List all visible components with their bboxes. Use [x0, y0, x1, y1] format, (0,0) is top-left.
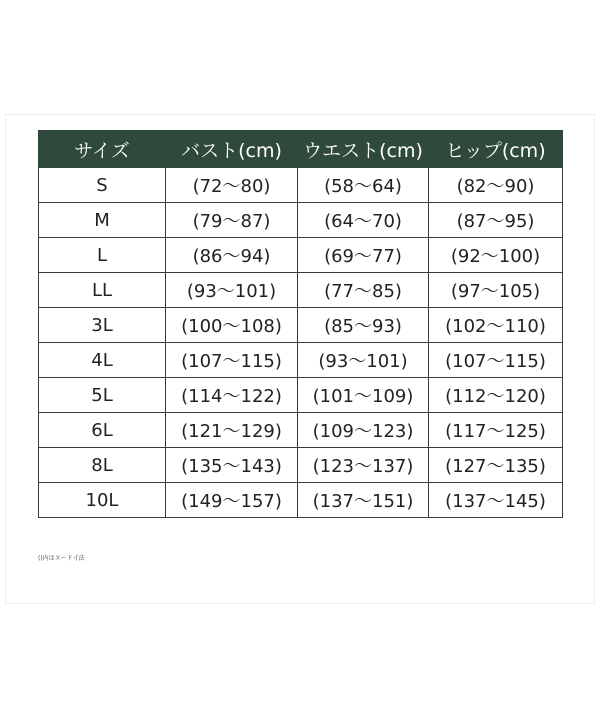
cell-size: 6L — [39, 413, 166, 448]
cell-bust: (135～143) — [166, 448, 298, 483]
cell-waist: (58～64) — [298, 168, 429, 203]
cell-hip: (87～95) — [429, 203, 563, 238]
cell-waist: (69～77) — [298, 238, 429, 273]
cell-bust: (72～80) — [166, 168, 298, 203]
cell-bust: (79～87) — [166, 203, 298, 238]
table-row — [39, 203, 563, 238]
cell-waist: (64～70) — [298, 203, 429, 238]
cell-waist: (85～93) — [298, 308, 429, 343]
cell-bust: (100～108) — [166, 308, 298, 343]
header-size: サイズ — [39, 131, 166, 168]
cell-bust: (107～115) — [166, 343, 298, 378]
cell-bust: (93～101) — [166, 273, 298, 308]
cell-hip: (137～145) — [429, 483, 563, 518]
table-row — [39, 343, 563, 378]
cell-hip: (127～135) — [429, 448, 563, 483]
cell-hip: (92～100) — [429, 238, 563, 273]
cell-size: 3L — [39, 308, 166, 343]
cell-waist: (137～151) — [298, 483, 429, 518]
cell-size: 4L — [39, 343, 166, 378]
table-header-row — [39, 131, 563, 168]
header-bust: バスト(cm) — [166, 131, 298, 168]
header-hip: ヒップ(cm) — [429, 131, 563, 168]
cell-waist: (93～101) — [298, 343, 429, 378]
cell-waist: (101～109) — [298, 378, 429, 413]
cell-size: M — [39, 203, 166, 238]
cell-bust: (121～129) — [166, 413, 298, 448]
table-row — [39, 168, 563, 203]
cell-size: 5L — [39, 378, 166, 413]
table-row — [39, 413, 563, 448]
size-chart-table — [38, 130, 563, 518]
cell-waist: (77～85) — [298, 273, 429, 308]
cell-bust: (149～157) — [166, 483, 298, 518]
cell-bust: (86～94) — [166, 238, 298, 273]
table-row — [39, 308, 563, 343]
header-waist: ウエスト(cm) — [298, 131, 429, 168]
cell-hip: (97～105) — [429, 273, 563, 308]
cell-bust: (114～122) — [166, 378, 298, 413]
cell-hip: (117～125) — [429, 413, 563, 448]
cell-size: 10L — [39, 483, 166, 518]
cell-size: S — [39, 168, 166, 203]
cell-hip: (107～115) — [429, 343, 563, 378]
table-row — [39, 483, 563, 518]
cell-waist: (109～123) — [298, 413, 429, 448]
nude-measurement-note: ()内はヌード寸法 — [38, 555, 85, 562]
table-row — [39, 378, 563, 413]
table-row — [39, 273, 563, 308]
cell-size: LL — [39, 273, 166, 308]
cell-hip: (82～90) — [429, 168, 563, 203]
cell-size: L — [39, 238, 166, 273]
table-row — [39, 448, 563, 483]
cell-hip: (112～120) — [429, 378, 563, 413]
cell-hip: (102～110) — [429, 308, 563, 343]
cell-waist: (123～137) — [298, 448, 429, 483]
cell-size: 8L — [39, 448, 166, 483]
table-row — [39, 238, 563, 273]
